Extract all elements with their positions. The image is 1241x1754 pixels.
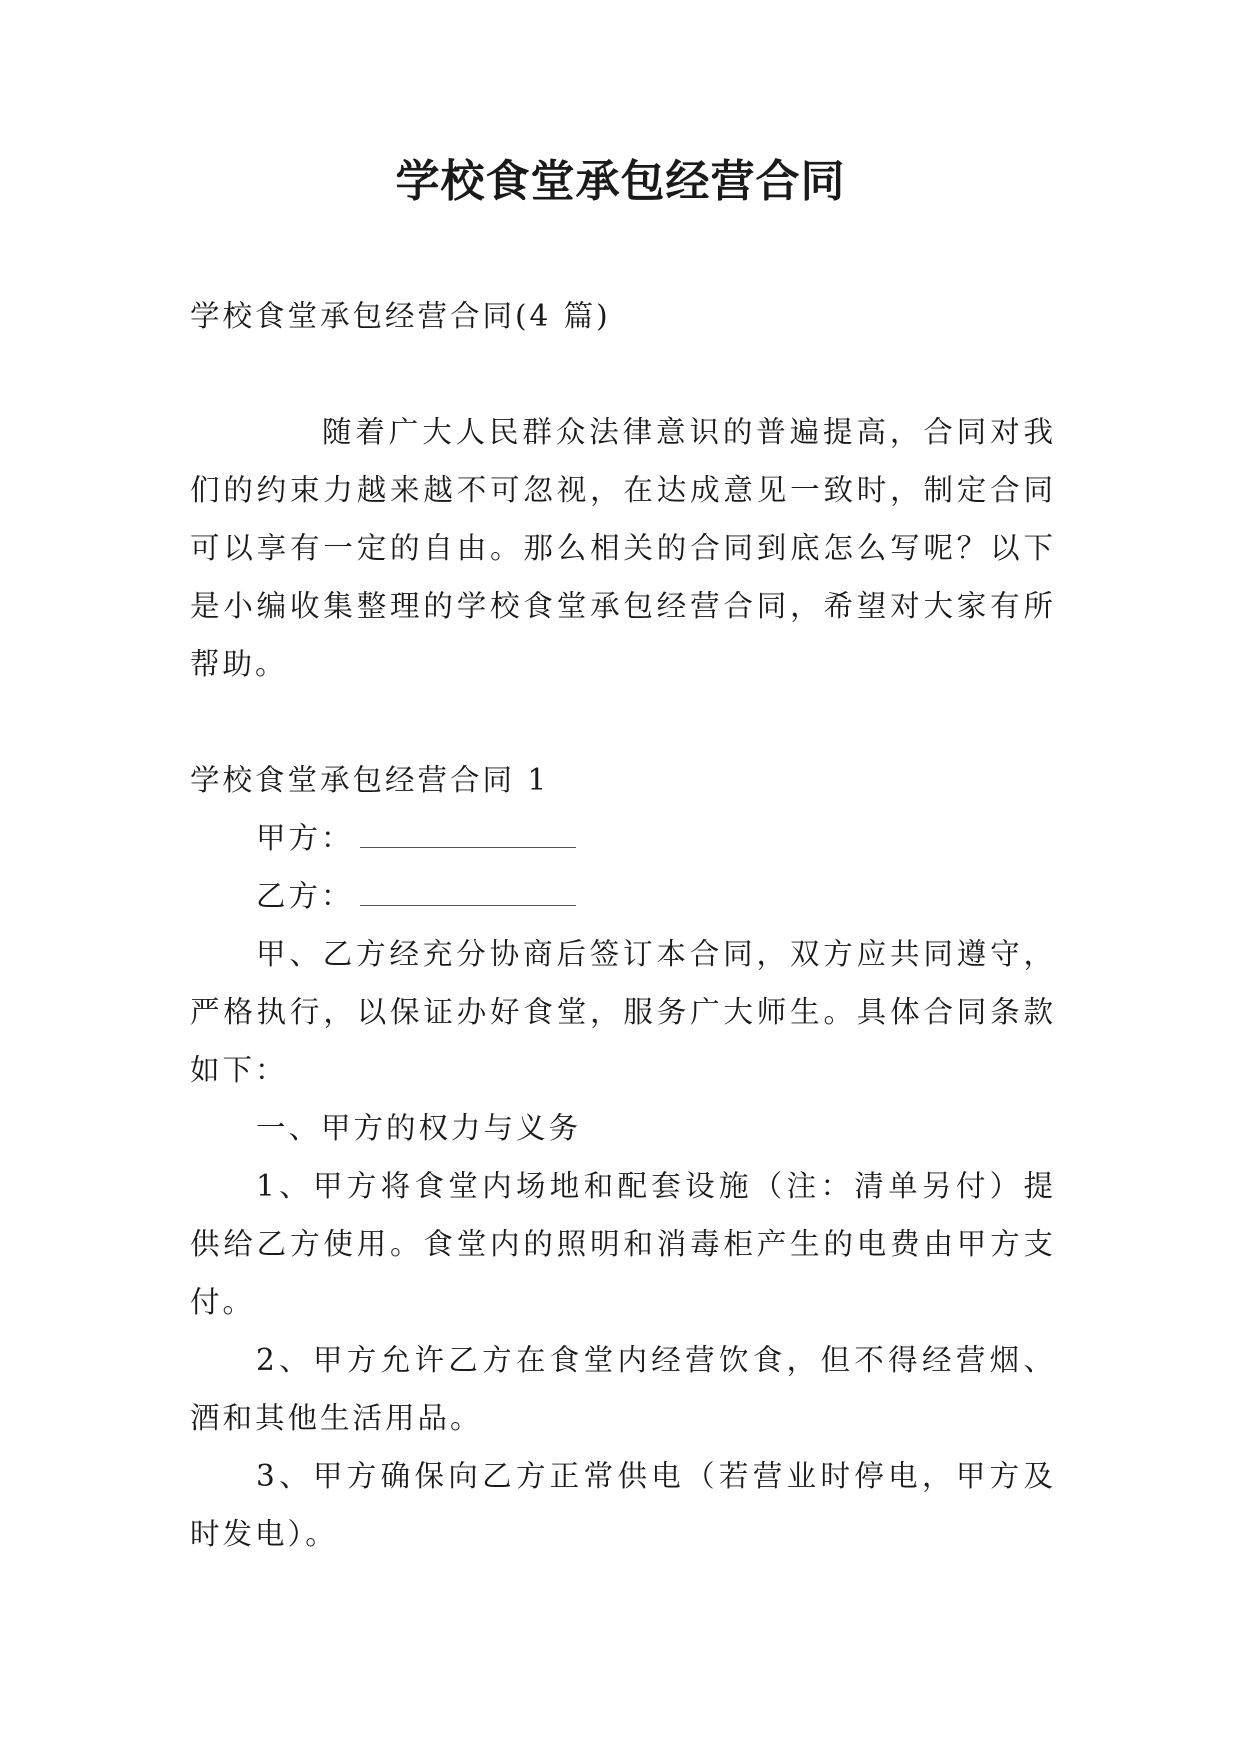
party-b-line xyxy=(190,867,1056,925)
party-a-blank xyxy=(360,823,576,848)
preamble-paragraph: 甲、乙方经充分协商后签订本合同，双方应共同遵守，严格执行，以保证办好食堂，服务广大师生。具体合同条款如下： xyxy=(190,937,1056,1087)
party-a-label: 甲方： xyxy=(256,821,354,855)
clause-item: 2、甲方允许乙方在食堂内经营饮食，但不得经营烟、酒和其他生活用品。 xyxy=(190,1343,1056,1435)
party-b-label: 乙方： xyxy=(256,879,354,913)
clause-item: 1、甲方将食堂内场地和配套设施（注：清单另付）提供给乙方使用。食堂内的照明和消毒柜产生的电费由甲方支付。 xyxy=(190,1169,1056,1319)
document-title: 学校食堂承包经营合同 xyxy=(395,156,846,207)
party-b-blank xyxy=(360,881,576,906)
clause-heading: 一、甲方的权力与义务 xyxy=(256,1111,582,1145)
section-heading: 学校食堂承包经营合同 1 xyxy=(190,763,550,797)
document-body xyxy=(190,287,1056,1563)
clause-item: 3、甲方确保向乙方正常供电（若营业时停电，甲方及时发电）。 xyxy=(190,1459,1056,1551)
document-subtitle: 学校食堂承包经营合同(4 篇) xyxy=(190,299,611,333)
party-a-line xyxy=(190,809,1056,867)
intro-paragraph: 随着广大人民群众法律意识的普遍提高，合同对我们的约束力越来越不可忽视，在达成意见一致时，制定合同可以享有一定的自由。那么相关的合同到底怎么写呢？以下是小编收集整理的学校食堂承包经营合同，希望对大家有所帮助。 xyxy=(190,415,1056,681)
